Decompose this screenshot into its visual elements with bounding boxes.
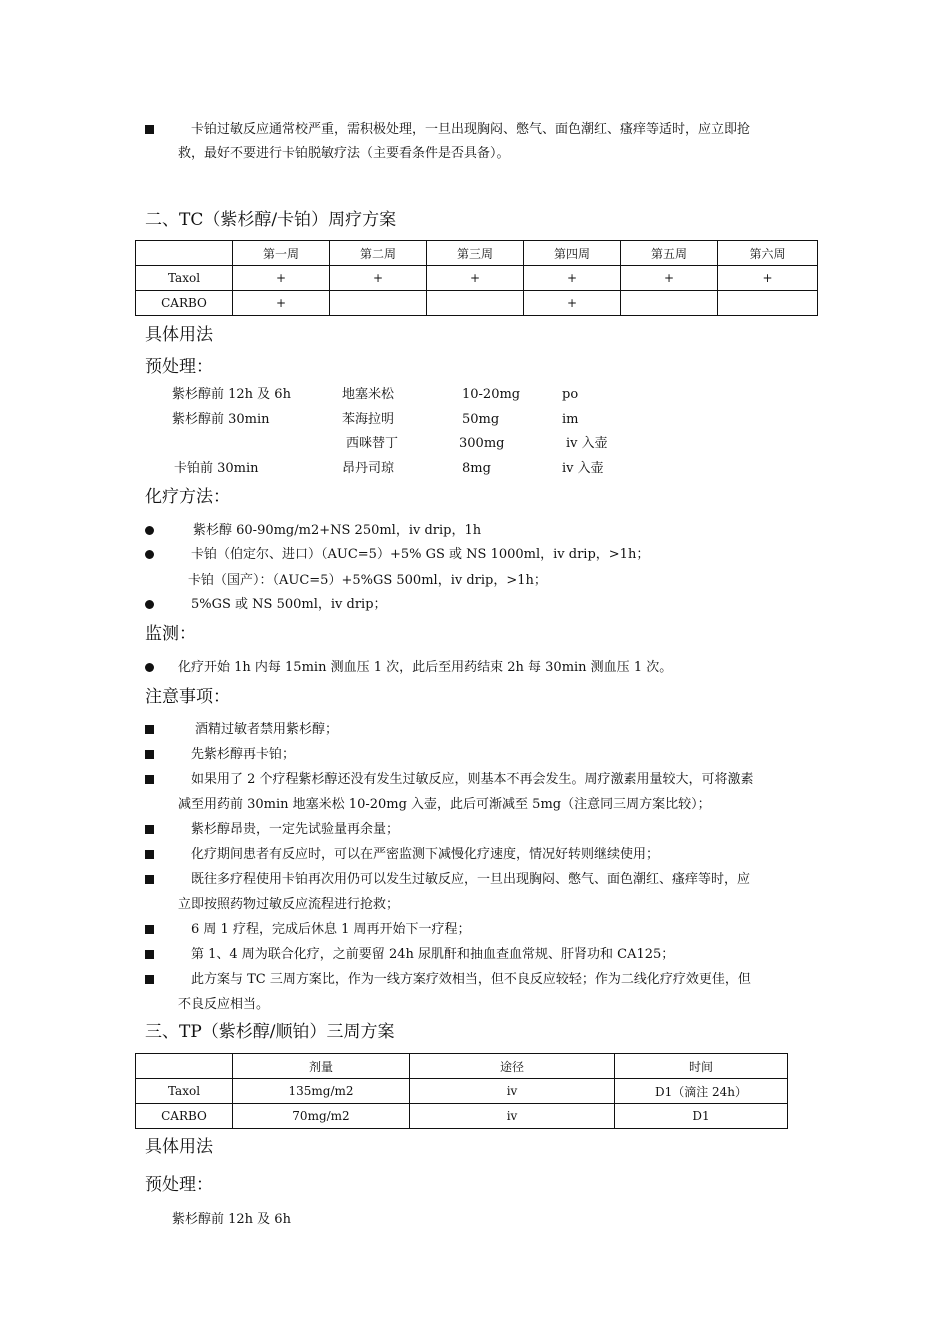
- table-cell: iv: [410, 1079, 615, 1104]
- pretreat-dose: 10-20mg: [462, 387, 521, 402]
- table-cell: +: [524, 266, 621, 291]
- pretreat-dose: 8mg: [462, 461, 491, 476]
- pretreat-timing: 紫杉醇前 30min: [172, 412, 270, 427]
- table-cell: Taxol: [136, 1079, 233, 1104]
- square-bullet-icon: [145, 950, 154, 959]
- pretreat-dose: 50mg: [462, 412, 500, 427]
- usage-title: 具体用法: [145, 325, 213, 345]
- note-item-cont: 不良反应相当。: [178, 997, 270, 1012]
- table-cell: +: [621, 266, 718, 291]
- round-bullet-icon: [145, 550, 154, 559]
- table-row: [136, 1079, 788, 1104]
- method-title: 化疗方法：: [145, 487, 230, 507]
- table-cell: [621, 291, 718, 316]
- square-bullet-icon: [145, 875, 154, 884]
- pretreat-title-3: 预处理：: [145, 1175, 213, 1195]
- method-item: 紫杉醇 60-90mg/m2+NS 250ml，iv drip，1h: [193, 523, 482, 538]
- table-cell: +: [427, 266, 524, 291]
- table-cell: Taxol: [136, 266, 233, 291]
- round-bullet-icon: [145, 663, 154, 672]
- pretreat-timing: 卡铂前 30min: [174, 461, 259, 476]
- square-bullet-icon: [145, 825, 154, 834]
- method-item: 5%GS 或 NS 500ml，iv drip；: [191, 597, 387, 612]
- method-item: 卡铂（伯定尔、进口）（AUC=5）+5% GS 或 NS 1000ml，iv drip，>1h；: [191, 547, 650, 562]
- pretreat-drug: 西咪替丁: [346, 436, 399, 451]
- table-cell: +: [718, 266, 818, 291]
- intro-note-line2: 救，最好不要进行卡铂脱敏疗法（主要看条件是否具备）。: [178, 146, 510, 161]
- pretreat-timing: 紫杉醇前 12h 及 6h: [172, 1212, 291, 1227]
- square-bullet-icon: [145, 750, 154, 759]
- table-cell: D1（滴注 24h）: [615, 1079, 788, 1104]
- note-item: 如果用了 2 个疗程紫杉醇还没有发生过敏反应，则基本不再会发生。周疗激素用量较大，可将激素: [191, 772, 754, 787]
- section3-title: 三、TP（紫杉醇/顺铂）三周方案: [145, 1022, 395, 1042]
- pretreat-dose: 300mg: [459, 436, 505, 451]
- section2-title: 二、TC（紫杉醇/卡铂）周疗方案: [145, 210, 397, 230]
- note-item: 第 1、4 周为联合化疗，之前要留 24h 尿肌酐和抽血查血常规、肝肾功和 CA125；: [191, 947, 675, 962]
- square-bullet-icon: [145, 125, 154, 134]
- square-bullet-icon: [145, 775, 154, 784]
- table-cell: +: [233, 266, 330, 291]
- table-header-row: [136, 1054, 788, 1079]
- pretreat-route: im: [562, 412, 579, 427]
- pretreat-route: iv 入壶: [566, 436, 608, 451]
- table-cell: D1: [615, 1104, 788, 1129]
- usage-title-3: 具体用法: [145, 1137, 213, 1157]
- note-item: 酒精过敏者禁用紫杉醇；: [195, 722, 339, 737]
- table-cell: CARBO: [136, 291, 233, 316]
- pretreat-route: po: [562, 387, 579, 402]
- note-item: 此方案与 TC 三周方案比，作为一线方案疗效相当，但不良反应较轻；作为二线化疗疗效更佳，但: [191, 972, 751, 987]
- pretreat-drug: 昂丹司琼: [342, 461, 395, 476]
- monitor-item: 化疗开始 1h 内每 15min 测血压 1 次，此后至用药结束 2h 每 30min 测血压 1 次。: [178, 660, 673, 675]
- table-header-cell: 剂量: [233, 1054, 410, 1079]
- square-bullet-icon: [145, 925, 154, 934]
- table-cell: +: [524, 291, 621, 316]
- monitor-title: 监测：: [145, 624, 196, 644]
- table-header-cell: [136, 1054, 233, 1079]
- table-header-cell: 途径: [410, 1054, 615, 1079]
- pretreat-timing: 紫杉醇前 12h 及 6h: [172, 387, 291, 402]
- intro-note-line1: 卡铂过敏反应通常校严重，需积极处理，一旦出现胸闷、憋气、面色潮红、瘙痒等适时，应立即抢: [191, 122, 751, 137]
- note-item-cont: 立即按照药物过敏反应流程进行抢救；: [178, 897, 400, 912]
- table-header-cell: 时间: [615, 1054, 788, 1079]
- note-item: 紫杉醇昂贵，一定先试验量再余量；: [191, 822, 400, 837]
- table-header-cell: [136, 241, 233, 266]
- note-item: 化疗期间患者有反应时，可以在严密监测下减慢化疗速度，情况好转则继续使用；: [191, 847, 660, 862]
- square-bullet-icon: [145, 975, 154, 984]
- round-bullet-icon: [145, 600, 154, 609]
- table-header-cell: 第三周: [427, 241, 524, 266]
- three-week-regimen-table: [135, 1053, 788, 1129]
- table-header-cell: 第四周: [524, 241, 621, 266]
- table-header-cell: 第二周: [330, 241, 427, 266]
- table-header-row: [136, 241, 818, 266]
- table-cell: [330, 291, 427, 316]
- table-cell: [427, 291, 524, 316]
- pretreat-route: iv 入壶: [562, 461, 604, 476]
- square-bullet-icon: [145, 725, 154, 734]
- table-cell: +: [233, 291, 330, 316]
- method-item: 卡铂（国产）：（AUC=5）+5%GS 500ml，iv drip，>1h；: [188, 573, 547, 588]
- table-header-cell: 第五周: [621, 241, 718, 266]
- table-row: [136, 1104, 788, 1129]
- table-cell: 70mg/m2: [233, 1104, 410, 1129]
- table-row: [136, 266, 818, 291]
- table-cell: 135mg/m2: [233, 1079, 410, 1104]
- notes-title: 注意事项：: [145, 687, 230, 707]
- table-cell: CARBO: [136, 1104, 233, 1129]
- pretreat-drug: 苯海拉明: [342, 412, 395, 427]
- note-item: 6 周 1 疗程，完成后休息 1 周再开始下一疗程；: [191, 922, 471, 937]
- pretreat-title: 预处理：: [145, 357, 213, 377]
- square-bullet-icon: [145, 850, 154, 859]
- pretreat-drug: 地塞米松: [342, 387, 395, 402]
- table-header-cell: 第六周: [718, 241, 818, 266]
- table-cell: +: [330, 266, 427, 291]
- note-item-cont: 减至用药前 30min 地塞米松 10-20mg 入壶，此后可渐减至 5mg（注意同三周方案比较）；: [178, 797, 711, 812]
- table-header-cell: 第一周: [233, 241, 330, 266]
- weekly-schedule-table: [135, 240, 818, 316]
- table-cell: iv: [410, 1104, 615, 1129]
- note-item: 先紫杉醇再卡铂；: [191, 747, 296, 762]
- table-row: [136, 291, 818, 316]
- note-item: 既往多疗程使用卡铂再次用仍可以发生过敏反应，一旦出现胸闷、憋气、面色潮红、瘙痒等时，应: [191, 872, 751, 887]
- table-cell: [718, 291, 818, 316]
- round-bullet-icon: [145, 526, 154, 535]
